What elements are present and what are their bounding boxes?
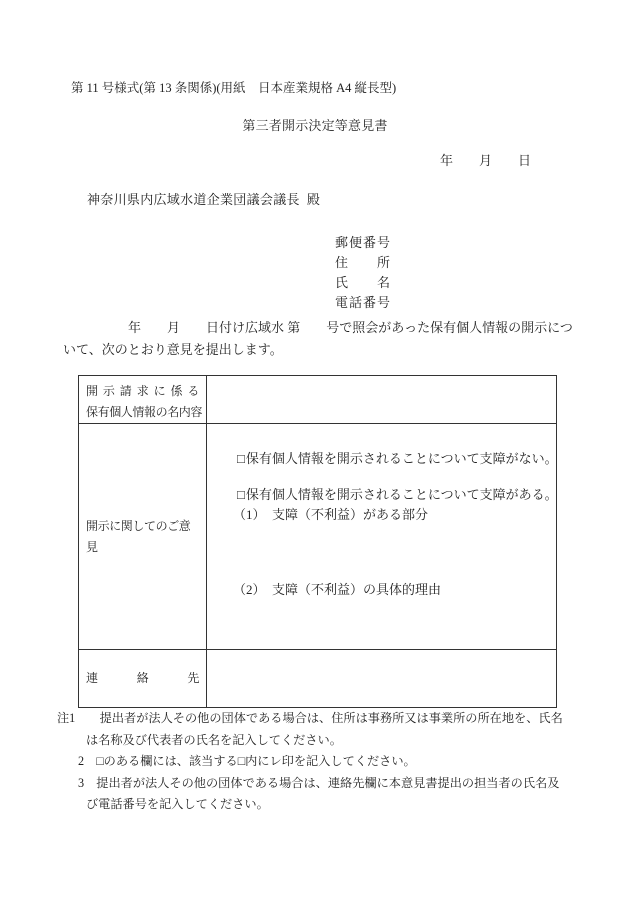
phone-label: 電話番号 — [335, 294, 390, 310]
date-field[interactable]: 年 月 日 — [440, 153, 532, 168]
requested-info-header-cell — [79, 376, 207, 424]
phone-row[interactable] — [335, 291, 390, 311]
note-2: 2 □のある欄には、該当する□内にレ印を記入してください。 — [78, 754, 416, 768]
objection-part-label: （1） 支障（不利益）がある部分 — [233, 507, 429, 522]
body-paragraph-line1: 年 月 日付け広域水 第 号で照会があった保有個人情報の開示につ — [63, 320, 573, 335]
form-spec-line: 第 11 号様式(第 13 条関係)(用紙 日本産業規格 A4 縦長型) — [71, 81, 397, 95]
body-paragraph — [63, 317, 573, 361]
opinion-header-cell — [79, 424, 207, 650]
page-title: 第三者開示決定等意見書 — [242, 118, 388, 133]
addressee-line: 神奈川県内広域水道企業団議会議長 殿 — [87, 192, 321, 207]
contact-label: 連絡先 — [86, 671, 199, 685]
address-row[interactable] — [335, 251, 390, 271]
notes-block — [57, 708, 563, 816]
postal-code-row[interactable] — [335, 231, 390, 251]
name-row[interactable] — [335, 271, 390, 291]
note-1-line1: 注1 提出者が法人その他の団体である場合は、住所は事務所又は事業所の所在地を、氏名 — [57, 711, 563, 725]
requested-info-input-area[interactable] — [207, 376, 556, 424]
note-1-line2: は名称及び代表者の氏名を記入してください。 — [86, 732, 342, 747]
checkbox-objection[interactable]: □ — [237, 487, 245, 502]
sender-block — [335, 231, 390, 311]
requested-info-label-line2: 保有個人情報の名内容 — [86, 405, 203, 419]
option-no-objection-label: 保有個人情報を開示されることについて支障がない。 — [245, 451, 558, 466]
contact-header-cell — [79, 650, 207, 707]
option-objection-label: 保有個人情報を開示されることについて支障がある。 — [245, 487, 558, 502]
contact-input-area[interactable] — [207, 650, 556, 707]
requested-info-label-line1: 開示請求に係る — [86, 384, 199, 398]
postal-code-label: 郵便番号 — [335, 234, 390, 250]
objection-reason-label: （2） 支障（不利益）の具体的理由 — [233, 582, 442, 597]
opinion-table — [78, 375, 557, 708]
name-label: 氏名 — [335, 274, 390, 290]
opinion-label: 開示に関してのご意見 — [86, 518, 191, 554]
body-paragraph-line2: いて、次のとおり意見を提出します。 — [63, 342, 283, 357]
opinion-input-area — [207, 424, 556, 650]
note-3-line1: 3 提出者が法人その他の団体である場合は、連絡先欄に本意見書提出の担当者の氏名及 — [78, 775, 560, 790]
address-label: 住所 — [335, 254, 390, 270]
note-3-line2: び電話番号を記入してください。 — [86, 797, 269, 811]
checkbox-no-objection[interactable]: □ — [237, 451, 245, 466]
